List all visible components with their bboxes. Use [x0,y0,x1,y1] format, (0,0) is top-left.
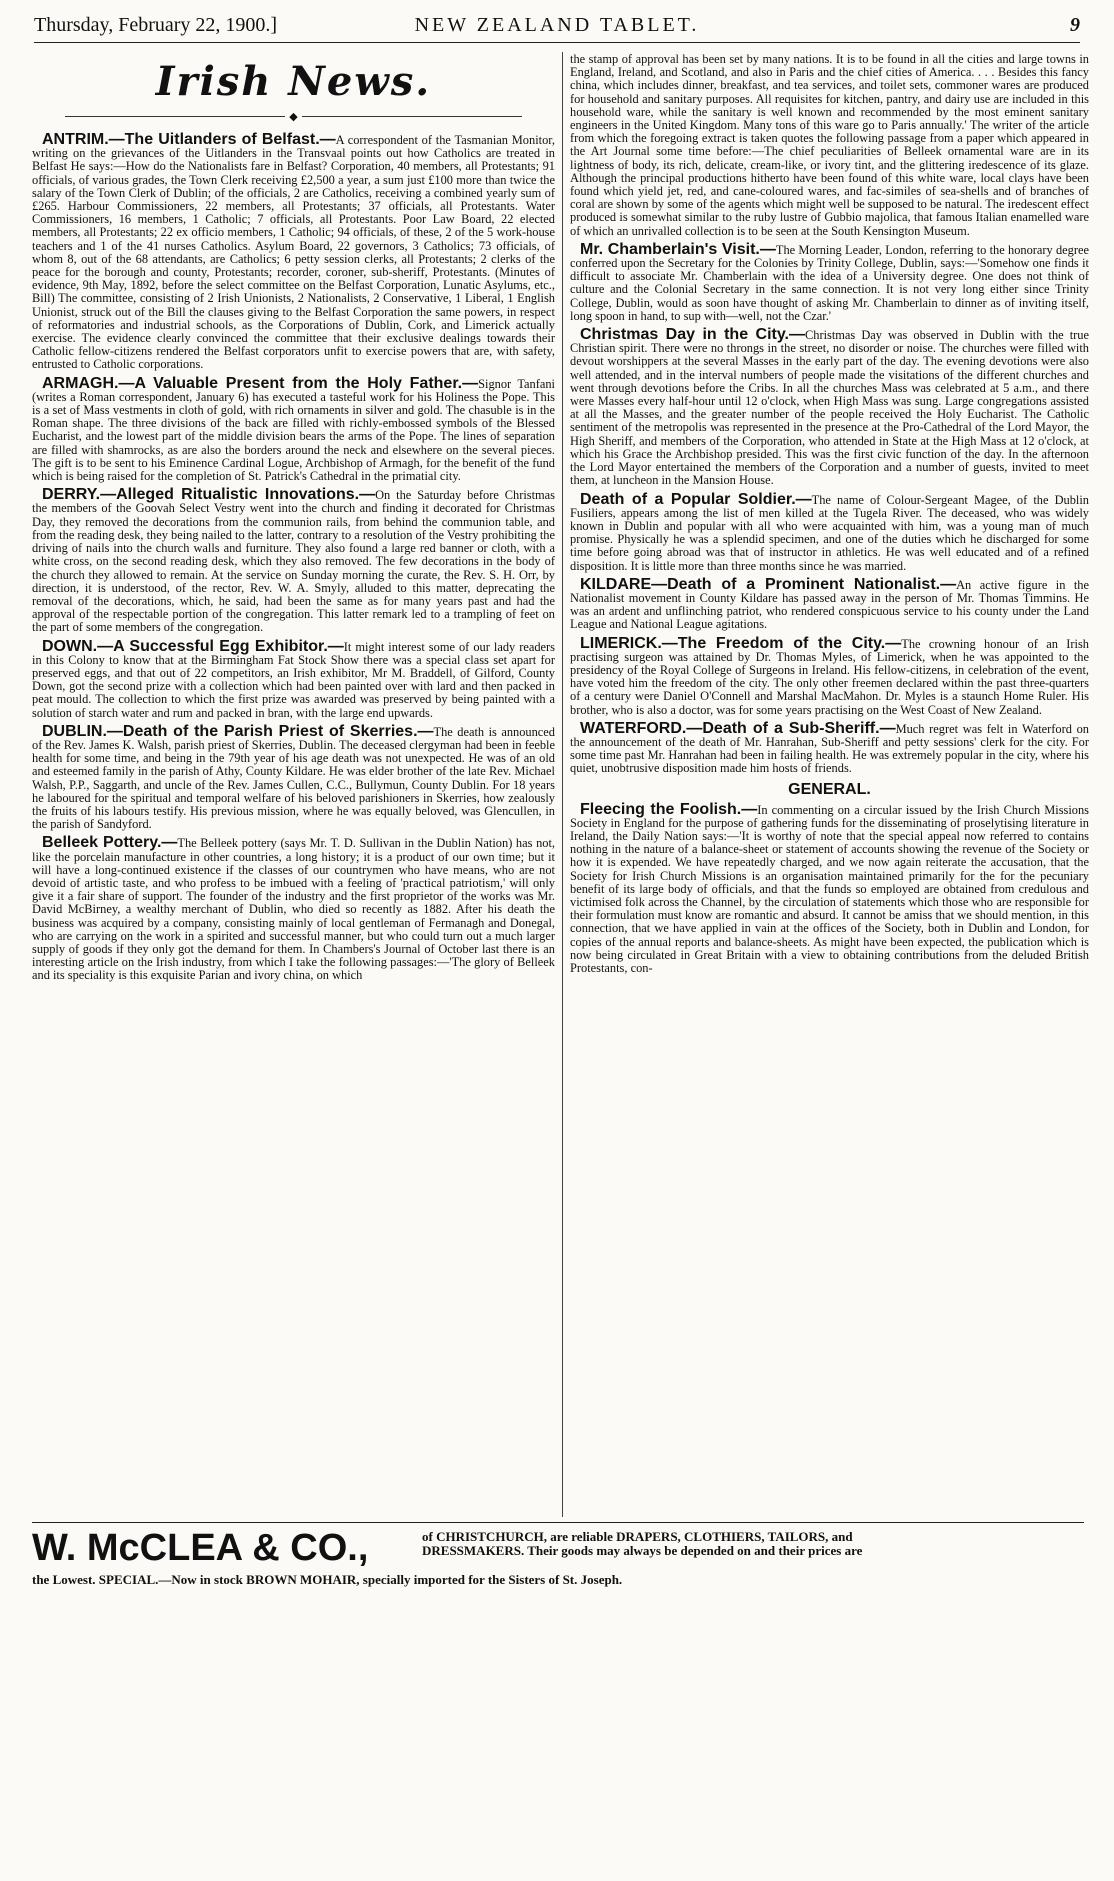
article-text: It might interest some of our lady readers in this Colony to know that at the Birmingham Fat Stock Show there was a special class set apart for preserved eggs, and that out of 22 competitors, an Irish exhibitor, Mr M. Braddell, of Gilford, County Down, got the second prize with a collection which had been painted over with lard and then packed in peat mould. The collection to which the first prize was awarded was preserved by being painted with a solution of starch water and rum and packed in bran, with the large end upwards. [32,639,555,720]
article-christmas [570,328,1089,487]
article-dublin [32,722,555,832]
article-text: On the Saturday before Christmas the members of the Goovah Select Vestry went into the church and finding it decorated for Christmas Day, they removed the decorations from the communion rails, from behind the communion table, and from the reading desk, they being nailed to the latter, contrary to a resolution of the Vestry prohibiting the driving of nails into the church walls and furniture. They also found a large red banner or cloth, with a white cross, on the second reading desk, which they also removed. The few decorations in the body of the church they allowed to remain. At the service on Sunday morning the curate, the Rev. S. H. Orr, by direction, it is understood, of the rector, Rev. W. A. Smyly, alluded to this matter, deprecating the removal of the decorations, which, he said, had been the same as for many years past and had the approval of the respectable portion of the congregation. This latter remark led to a trampling of feet on the part of some members of the congregation. [32,488,555,635]
advertisement-line-1: of CHRISTCHURCH, are reliable DRAPERS, CLOTHIERS, TAILORS, and [422,1529,853,1544]
right-column [570,52,1089,1517]
article-text: The Morning Leader, London, referring to the honorary degree conferred upon the Secretary for the Colonies by Trinity College, Dublin, says:—'Somehow one finds it difficult to associate Mr. Chamberlain with the idea of a University degree. One does not think of culture and the Colonial Secretary in the same connection. It is not very long either since Trinity College, Dublin, would as soon have thought of asking Mr. Chamberlain to dinner as of inviting itself, long spoon in hand, to sup with—well, not the Czar.' [570,242,1089,323]
article-text: The crowning honour of an Irish practising surgeon was attained by Dr. Thomas Myles, of Limerick, when he was appointed to the presidency of the Royal College of Surgeons in Ireland. His fellow-citizens, in celebration of the event, have voted him the freedom of the city. The only other freemen declared within the past three-quarters of a century were Daniel O'Connell and Marshal MacMahon. Dr. Myles is a staunch Home Ruler. His brother, who is also a doctor, was for some years practising on the West Coast of New Zealand. [570,636,1089,717]
page-number: 9 [1070,14,1080,36]
header-date: Thursday, February 22, 1900.] [34,14,278,36]
article-text: In commenting on a circular issued by the Irish Church Missions Society in England for the purpose of gathering funds for the disseminating of proselytising literature in Ireland, the Daily Nation says:—'It is worthy of note that the special appeal now referred to contains nothing in the nature of a balance-sheet or statement of accounts showing the revenue of the Society or how it is expended. We have repeatedly charged, and we now again reiterate the accusation, that the Society for Irish Church Missions is an organisation maintained primarily for the for the pecuniary benefit of its large body of officials, and that the funds so employed are obtained from credulous and victimised folk across the Channel, by the circulation of statements which those who are responsible for their formulation must know are romantic and absurd. It cannot be amiss that we should mention, in this connection, that we have applied in vain at the offices of the Society, both in Dublin and London, for copies of the annual reports and balance-sheets. As might have been expected, the publication which is now being circulated in Great Britain with a view to obtaining contributions from the deluded British Protestants, con- [570,802,1089,975]
article-text: A correspondent of the Tasmanian Monitor, writing on the grievances of the Uitlanders in the Transvaal points out how Catholics are treated in Belfast He says:—How do the Nationalists fare in Belfast? Corporation, 40 members, all Protestants; 91 officials, of various grades, the Town Clerk receiving £2,500 a year, a sum just £100 more than twice the salary of the Town Clerk of Dublin; of the officials, 2 are Catholics, receiving a combined yearly sum of £265. Harbour Commissioners, 22 members, all Protestants; 37 officials, all Protestants. Water Commissioners, 16 members, 1 Catholic; 7 officials, all Protestants. Poor Law Board, 22 elected members, all Protestants; 22 ex officio members, 1 Catholic; 94 officials, of these, 2 of the 5 work-house teachers and 1 of the 41 nurses Catholics. Asylum Board, 22 governors, 3 Catholics; 73 officials, of whom 8, out of the 68 attendants, are Catholics; 6 petty session clerks, all Protestants; 2 clerks of the peace for the borough and county, Protestants; recorder, coroner, sub-sheriff, Protestants. (Minutes of evidence, 9th May, 1892, before the select committee on the Belfast Corporation, Lunatic Asylums, etc., Bill) The committee, consisting of 2 Irish Unionists, 2 Nationalists, 2 Conservative, 1 Liberal, 1 English Unionist, struck out of the Bill the clauses giving to the Belfast Corporation the same powers, in respect of reformatories and industrial schools, as the Corporations of Dublin, Cork, and Limerick actually exercise. The evidence clearly convinced the committee that their exclusive dealings towards their Catholic fellow-citizens rendered the Belfast corporators unfit to exercise powers that are, with safety, entrusted to Catholic corporations. [32,133,555,372]
article-heading: Death of a Popular Soldier.— [580,490,812,508]
article-heading: DOWN.—A Successful Egg Exhibitor.— [42,637,344,655]
article-heading: ARMAGH.—A Valuable Present from the Holy Father.— [42,374,479,392]
article-chamberlain [570,240,1089,323]
article-text: The death is announced of the Rev. James K. Walsh, parish priest of Skerries, Dublin. The deceased clergyman had been in feeble health for some time, and being in the 79th year of his age death was not unexpected. He was of an old and esteemed family in the parish of Athy, County Kildare. He was elder brother of the late Rev. Michael Walsh, P.P., Saggarth, and uncle of the Rev. James Cullen, C.C., Bullymun, County Dublin. For 18 years he laboured for the spiritual and temporal welfare of his beloved parishioners in Skerries, how zealously the fruits of his labours testify. His previous mission, where he was equally beloved, was Glencullen, in the parish of Sandyford. [32,724,555,832]
article-antrim [32,133,555,372]
article-heading: DUBLIN.—Death of the Parish Priest of Skerries.— [42,722,434,740]
article-heading: LIMERICK.—The Freedom of the City.— [580,634,902,652]
article-belleek-continued [570,52,1089,238]
article-text: An active figure in the Nationalist movement in County Kildare has passed away in the person of Mr. Thomas Timmins. He was an ardent and unflinching patriot, who rendered conspicuous service to his county under the Land League and National League agitations. [570,577,1089,632]
advertisement-text [422,1530,862,1558]
article-heading: Belleek Pottery.— [42,834,178,852]
article-armagh [32,374,555,484]
article-heading: ANTRIM.—The Uitlanders of Belfast.— [42,131,336,148]
column-divider [562,52,563,1517]
article-heading: Fleecing the Foolish.— [580,800,758,818]
advertisement-line-2: DRESSMAKERS. Their goods may always be depended on and their prices are [422,1543,863,1558]
article-text: Signor Tanfani (writes a Roman correspondent, January 6) has executed a tasteful work for his Holiness the Pope. This is a set of Mass vestments in cloth of gold, with rich ornaments in silver and gold. The chasuble is in the Roman shape. The three divisions of the back are filled with richly-embossed symbols of the Blessed Eucharist, and the lowest part of the middle division bears the arms of the Pope. The lines of separation are filled with shamrocks, as are also the borders around the neck and elsewhere on the several pieces. The gift is to be sent to his Eminence Cardinal Logue, Archbishop of Armagh, for the benefit of the fund which is being raised for the completion of St. Patrick's Cathedral in the primatial city. [32,376,555,484]
advertisement-rule [32,1522,1084,1523]
article-belleek [32,836,555,982]
header-title: NEW ZEALAND TABLET. [414,14,700,36]
advertisement [32,1527,1084,1587]
article-heading: Mr. Chamberlain's Visit.— [580,240,776,258]
article-heading: KILDARE—Death of a Prominent Nationalist.— [580,575,957,593]
article-text: Much regret was felt in Waterford on the announcement of the death of Mr. Hanrahan, Sub-Sheriff and petty sessions' clerk for the city. For some time past Mr. Hanrahan had been in failing health. He was extremely popular in the city, where his quiet, unobtrusive disposition made him hosts of friends. [570,721,1089,776]
advertisement-line-3: the Lowest. SPECIAL.—Now in stock BROWN MOHAIR, specially imported for the Sisters of St. Joseph. [32,1572,623,1587]
article-text: the stamp of approval has been set by many nations. It is to be found in all the cities and large towns in England, Ireland, and Scotland, and also in Paris and the chief cities of America. . . . Besides this fancy china, which includes dinner, breakfast, and tea services, and toilet sets, commoner wares are produced for household and sanitary purposes. All requisites for kitchen, pantry, and dairy use are included in this household ware, while the sanitary is well known and recommended by the most eminent sanitary engineers in the United Kingdom. Many tons of this ware go to Paris annually.' The writer of the article from which the foregoing extract is taken quotes the following passage from a paper which appeared in the Art Journal some time before:—The chief peculiarities of Belleek ornamental ware are in its lightness of body, its rich, delicate, cream-like, or ivory tint, and the glittering iredescence of its glaze. Although the principal productions hitherto have been found of this white ware, local clays have been found which yield jet, red, and cane-coloured wares, and fac-similes of sea-shells and of branches of coral are shown by some of the agents which might well be supposed to be natural. The iredescent effect produced is somewhat similar to the ruby lustre of Gubbio majolica, that famous Italian enamelled ware of which an unrivalled collection is to be seen at the South Kensington Museum. [570,52,1089,238]
article-derry [32,488,555,634]
article-fleecing [570,800,1089,976]
left-column [32,52,555,1517]
article-text: The name of Colour-Sergeant Magee, of the Dublin Fusiliers, appears among the list of men killed at the Tugela River. The deceased, who was widely known in Dublin and popular with all who were acquainted with him, was a young man of much promise. Physically he was a splendid specimen, and one of the duties which he discharged for some time before going abroad was that of instructor in athletics. He was well educated and of a refined disposition. It is little more than three months since he was married. [570,492,1089,573]
article-down [32,637,555,720]
article-heading: Christmas Day in the City.— [580,326,805,344]
article-limerick [570,634,1089,717]
article-soldier [570,490,1089,573]
advertiser-name: W. McCLEA & CO., [32,1527,369,1569]
page-header [34,8,1080,43]
general-heading: GENERAL. [788,780,871,798]
article-kildare [570,575,1089,632]
article-text: Christmas Day was observed in Dublin with the true Christian spirit. There were no throngs in the street, no disorder or noise. The churches were filled with devout worshippers at the several Masses in the early part of the day. The evening devotions were also well attended, and in the interval numbers of people made the visitations of the different churches and went through devotions before the Cribs. In all the churches Mass was celebrated at 5 a.m., and there were Masses every half-hour until 12 o'clock, when High Mass was sung. Large congregations assisted at all the Masses, and the greater number of the people received the Holy Eucharist. The Catholic sentiment of the metropolis was represented in the presence at the Pro-Cathedral of the Lord Mayor, the High Sheriff, and members of the Corporation, who attended in State at the High Mass at 12 o'clock, at which his Grace the Archbishop presided. This was the first civic function of the day. In the afternoon the Lord Mayor entertained the members of the Corporation and a number of guests, invited to meet them, at luncheon in the Mansion House. [570,328,1089,488]
article-waterford [570,719,1089,776]
article-heading: DERRY.—Alleged Ritualistic Innovations.— [42,486,376,504]
article-text: The Belleek pottery (says Mr. T. D. Sullivan in the Dublin Nation) has not, like the porcelain manufacture in other countries, a long history; it is a product of our own time; but it will have a long-continued existence if the classes of our countrymen who have means, who are not devoid of artistic taste, and who profess to be imbued with a feeling of 'practical patriotism,' will only give it a fair share of support. The founder of the industry and the first proprietor of the works was Mr. David McBirney, a wealthy merchant of Dublin, who died so recently as 1882. After his death the business was acquired by a company, consisting mainly of local gentleman of Fermanagh and Donegal, who are carrying on the work in a spirited and successful manner, but who could turn out a much larger supply of goods if they only got the demand for them. In Chambers's Journal of October last there is an interesting article on the Irish industry, from which I take the following passages:—'The glory of Belleek and its speciality is this exquisite Parian and ivory china, on which [32,836,555,983]
article-heading: WATERFORD.—Death of a Sub-Sheriff.— [580,719,896,737]
section-title: Irish News. [155,58,432,105]
title-ornament: ◆ [32,107,555,125]
